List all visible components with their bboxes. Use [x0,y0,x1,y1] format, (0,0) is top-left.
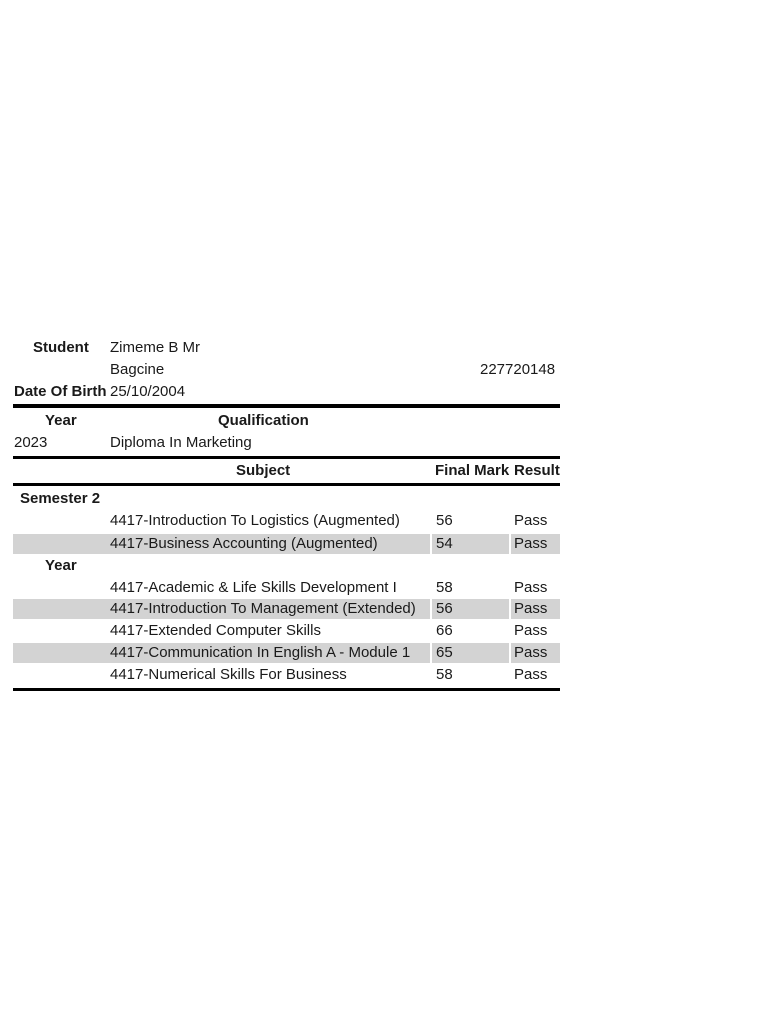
row-mark: 65 [436,644,453,661]
row-result: Pass [514,666,548,683]
divider-table-header [13,483,560,486]
row-subject: 4417-Numerical Skills For Business [110,666,347,683]
row-subject: 4417-Business Accounting (Augmented) [110,535,378,552]
subject-header: Subject [236,462,291,479]
final-mark-header: Final Mark [435,462,510,479]
row-result: Pass [514,600,548,617]
divider-top [13,404,560,408]
row-result: Pass [514,512,548,529]
row-subject: 4417-Introduction To Logistics (Augmented) [110,512,400,529]
row-mark: 56 [436,512,453,529]
row-result: Pass [514,579,548,596]
qualification-year: 2023 [14,434,48,451]
dob-label: Date Of Birth [14,383,107,400]
row-subject: 4417-Academic & Life Skills Development I [110,579,397,596]
student-name: Zimeme B Mr [110,339,200,356]
row-result: Pass [514,622,548,639]
row-mark: 58 [436,666,453,683]
student-label: Student [33,339,89,356]
student-surname: Bagcine [110,361,165,378]
row-mark: 54 [436,535,453,552]
divider-qualification [13,456,560,459]
row-subject: 4417-Introduction To Management (Extended) [110,600,416,617]
row-mark: 66 [436,622,453,639]
row-subject: 4417-Extended Computer Skills [110,622,321,639]
group-label-year: Year [45,557,77,574]
dob-value: 25/10/2004 [110,383,186,400]
result-header: Result [514,462,560,479]
group-label-semester-2: Semester 2 [20,490,101,507]
divider-bottom [13,688,560,691]
qualification-header: Qualification [218,412,309,429]
row-mark: 56 [436,600,453,617]
row-result: Pass [514,535,548,552]
row-mark: 58 [436,579,453,596]
student-number: 227720148 [480,361,556,378]
year-header: Year [45,412,77,429]
qualification-name: Diploma In Marketing [110,434,252,451]
row-subject: 4417-Communication In English A - Module 1 [110,644,411,661]
row-result: Pass [514,644,548,661]
